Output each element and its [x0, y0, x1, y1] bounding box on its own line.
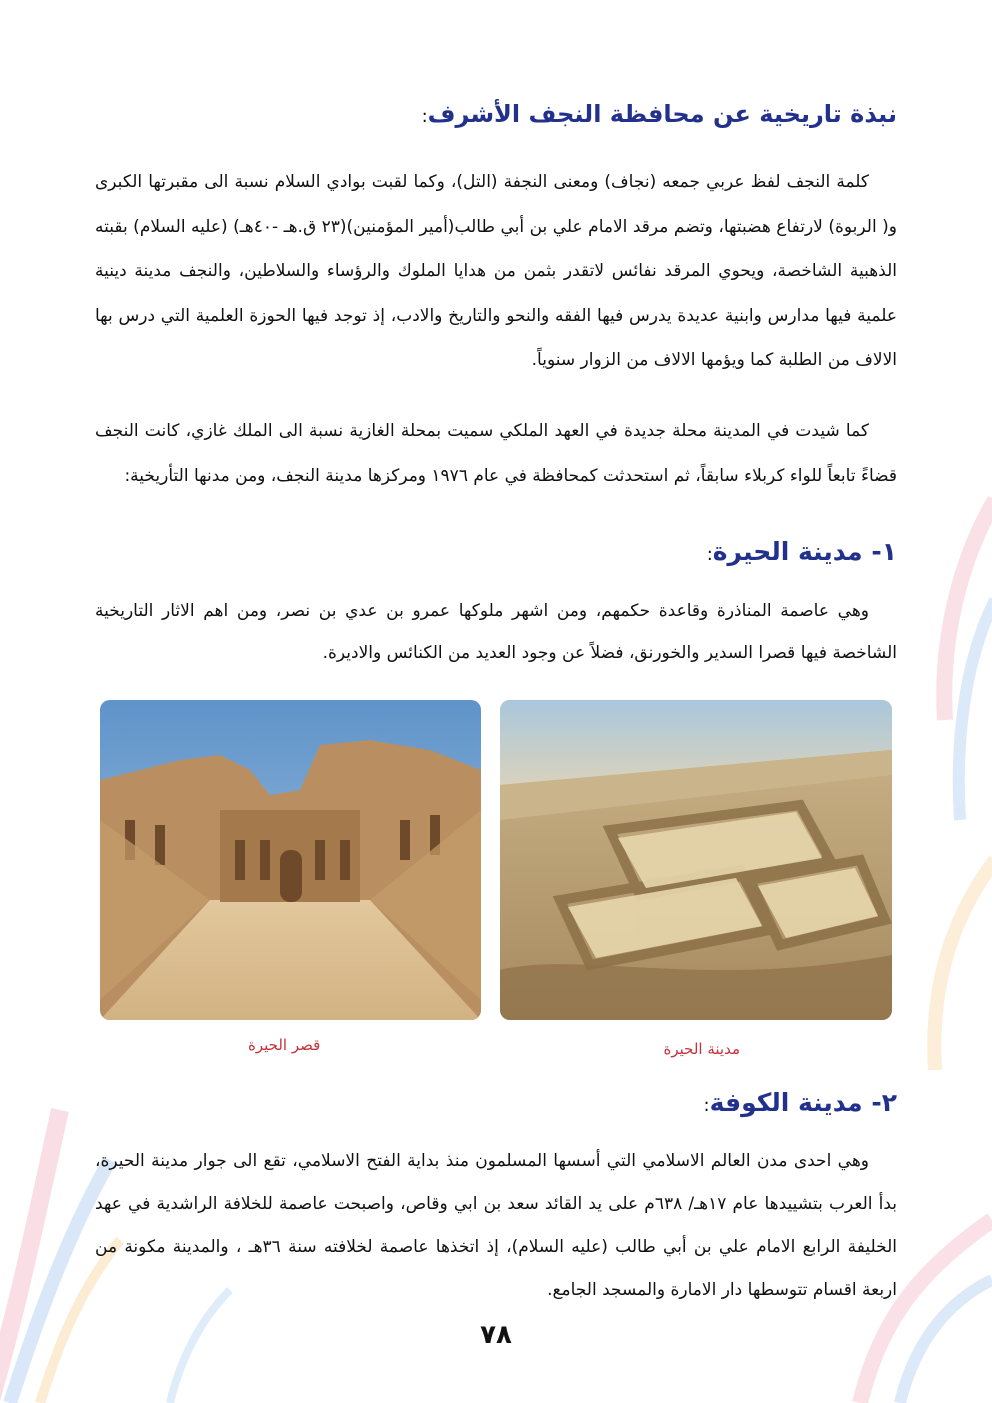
section-title-kufa-text: ٢- مدينة الكوفة	[709, 1088, 897, 1117]
paragraph-najaf-intro: كلمة النجف لفظ عربي جمعه (نجاف) ومعنى النجفة (التل)، وكما لقبت بوادي السلام نسبة الى مقبرتها الكبرى و( الربوة) لارتفاع هضبتها، وتضم مرقد الامام علي بن أبي طالب(أمير المؤمنين)(٢٣ ق.هـ -٤٠هـ) (عليه السلام) بقبته الذهبية الشاخصة، ويحوي المرقد نفائس لاتقدر بثمن من هدايا الملوك والرؤساء والسلاطين، والنجف مدينة دينية علمية فيها مدارس وابنية عديدة يدرس فيها الفقه والنحو والتاريخ والادب، إذ توجد فيها الحوزة العلمية التي درس بها الالاف من الطلبة كما ويؤمها الالاف من الزوار سنوياً.	[95, 172, 897, 370]
page-number: ٧٨	[480, 1320, 512, 1350]
photo-hira-city-ruins	[500, 700, 892, 1020]
section-title-kufa	[704, 1088, 898, 1117]
section-title-najaf	[422, 100, 897, 128]
section-title-hira-text: ١- مدينة الحيرة	[712, 537, 897, 566]
section-title-hira	[707, 537, 897, 566]
photo-hira-palace	[100, 700, 481, 1020]
paragraph-hira: وهي عاصمة المناذرة وقاعدة حكمهم، ومن اشهر ملوكها عمرو بن عدي بن نصر، ومن اهم الاثار التاريخية الشاخصة فيها قصرا السدير والخورنق، فضلاً عن وجود العديد من الكنائس والاديرة.	[95, 601, 897, 663]
caption-hira-palace: قصر الحيرة	[248, 1036, 321, 1054]
title-colon: :	[703, 1095, 710, 1116]
caption-hira-city: مدينة الحيرة	[663, 1040, 740, 1058]
paragraph-najaf-history: كما شيدت في المدينة محلة جديدة في العهد الملكي سميت بمحلة الغازية نسبة الى الملك غازي، كانت النجف قضاءً تابعاً للواء كربلاء سابقاً، ثم استحدثت كمحافظة في عام ١٩٧٦ ومركزها مدينة النجف، ومن مدنها التأريخية:	[95, 421, 897, 486]
title-colon: :	[421, 106, 428, 127]
section-title-najaf-text: نبذة تاريخية عن محافظة النجف الأشرف	[427, 100, 897, 128]
paragraph-kufa: وهي احدى مدن العالم الاسلامي التي أسسها المسلمون منذ بداية الفتح الاسلامي، تقع الى جوار مدينة الحيرة، بدأ العرب بتشييدها عام ١٧هـ/ ٦٣٨م على يد القائد سعد بن ابي وقاص، واصبحت عاصمة للخلافة الراشدية في عهد الخليفة الرابع الامام علي بن أبي طالب (عليه السلام)، إذ اتخذها عاصمة لخلافته سنة ٣٦هـ ، والمدينة مكونة من اربعة اقسام تتوسطها دار الامارة والمسجد الجامع.	[95, 1151, 897, 1300]
title-colon: :	[706, 544, 713, 565]
